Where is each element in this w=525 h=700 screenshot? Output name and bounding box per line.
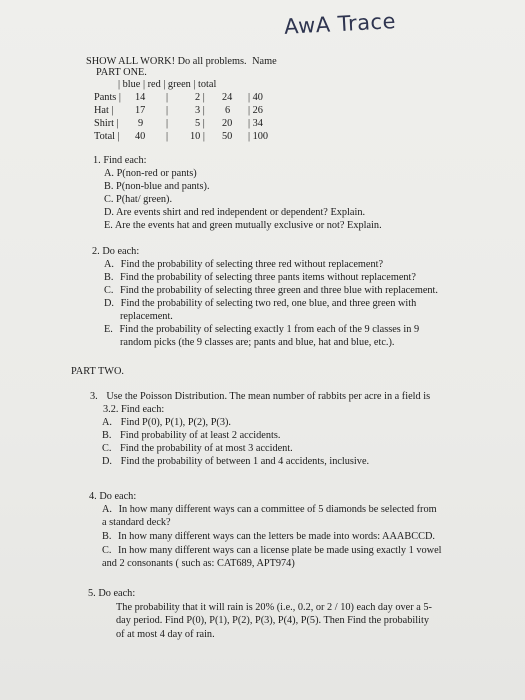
- cell-green: 6: [225, 105, 231, 116]
- q4-item-c: [102, 544, 442, 557]
- q2-item-b: [104, 271, 416, 284]
- q1-item-d: D. Are events shirt and red independent or dependent? Explain.: [104, 207, 366, 218]
- q3-item-b: [102, 429, 280, 442]
- question-lead: Find each:: [103, 155, 147, 166]
- row-label: Pants |: [94, 92, 121, 103]
- question-1: [93, 154, 147, 167]
- item-letter: B.: [102, 430, 112, 441]
- cell-sep: |: [166, 118, 169, 129]
- q4-item-b: [102, 530, 435, 543]
- q4-item-a: [102, 503, 437, 516]
- question-number: 1.: [93, 155, 101, 166]
- item-text: Find the probability of selecting three green and three blue with replacement.: [120, 285, 438, 296]
- item-letter: E.: [104, 324, 113, 335]
- item-letter: C.: [102, 545, 112, 556]
- item-letter: A.: [102, 417, 113, 428]
- cell-total: | 34: [248, 118, 263, 129]
- table-header: | blue | red | green | total: [118, 79, 217, 90]
- question-2: [92, 245, 139, 258]
- handwritten-signature: AwA Trace: [283, 9, 397, 39]
- q2-item-d-continued: replacement.: [120, 311, 173, 322]
- q2-item-c: [104, 284, 438, 297]
- item-text: Find probability of at least 2 accidents.: [120, 430, 281, 441]
- cell-sep: |: [166, 131, 169, 142]
- cell-green: 24: [222, 92, 233, 103]
- q5-line-2: day period. Find P(0), P(1), P(2), P(3), P(4), P(5). Then Find the probability: [116, 615, 429, 626]
- question-number: 4.: [89, 491, 97, 502]
- row-label: Hat |: [94, 105, 114, 116]
- item-text: Find the probability of selecting two red, one blue, and three green with: [120, 298, 417, 309]
- item-letter: B.: [102, 531, 112, 542]
- question-5: [88, 587, 135, 600]
- q4-item-a-continued: a standard deck?: [102, 517, 171, 528]
- question-number: 2.: [92, 246, 100, 257]
- part-one-heading: PART ONE.: [96, 67, 147, 78]
- q1-item-e: E. Are the events hat and green mutually exclusive or not? Explain.: [104, 220, 382, 231]
- question-3-lead-continued: 3.2. Find each:: [103, 404, 165, 415]
- question-number: 5.: [88, 588, 96, 599]
- item-text: In how many different ways can a committee of 5 diamonds be selected from: [118, 504, 437, 515]
- item-text: In how many different ways can the letters be made into words: AAABCCD.: [118, 531, 435, 542]
- cell-total: | 26: [248, 105, 263, 116]
- cell-red: 3 |: [195, 105, 205, 116]
- item-text: Find the probability of selecting three red without replacement?: [120, 259, 384, 270]
- part-two-heading: PART TWO.: [71, 366, 124, 377]
- row-label: Shirt |: [94, 118, 119, 129]
- item-text: Find the probability of at most 3 accident.: [120, 443, 293, 454]
- item-letter: A.: [102, 504, 113, 515]
- item-text: Find P(0), P(1), P(2), P(3).: [120, 417, 232, 428]
- q2-item-e: [104, 323, 419, 336]
- q5-line-1: The probability that it will rain is 20% (i.e., 0.2, or 2 / 10) each day over a 5-: [116, 602, 432, 613]
- cell-blue: 40: [135, 131, 146, 142]
- cell-sep: |: [166, 92, 169, 103]
- q2-item-e-continued: random picks (the 9 classes are; pants and blue, hat and blue, etc.).: [120, 337, 395, 348]
- question-lead: Do each:: [98, 588, 136, 599]
- q5-line-3: of at most 4 day of rain.: [116, 629, 215, 640]
- item-letter: C.: [102, 443, 112, 454]
- cell-red: 2 |: [195, 92, 205, 103]
- cell-green: 50: [222, 131, 233, 142]
- name-label: Name: [252, 56, 277, 67]
- item-text: Find the probability of selecting exactly 1 from each of the 9 classes in 9: [119, 324, 420, 335]
- q2-item-d: [104, 297, 416, 310]
- item-text: Find the probability of between 1 and 4 accidents, inclusive.: [120, 456, 370, 467]
- q3-item-d: [102, 455, 369, 468]
- cell-blue: 17: [135, 105, 146, 116]
- instruction-text: SHOW ALL WORK! Do all problems.: [86, 56, 247, 67]
- q3-item-c: [102, 442, 293, 455]
- cell-blue: 14: [135, 92, 146, 103]
- cell-total: | 40: [248, 92, 263, 103]
- cell-red: 5 |: [195, 118, 205, 129]
- item-letter: B.: [104, 272, 114, 283]
- item-letter: C.: [104, 285, 114, 296]
- q1-item-b: B. P(non-blue and pants).: [104, 181, 210, 192]
- question-number: 3.: [90, 391, 98, 402]
- question-lead: Do each:: [99, 491, 137, 502]
- question-lead: Do each:: [102, 246, 140, 257]
- question-lead: Use the Poisson Distribution. The mean number of rabbits per acre in a field is: [106, 391, 431, 402]
- q2-item-a: [104, 258, 383, 271]
- cell-red: 10 |: [190, 131, 205, 142]
- item-text: Find the probability of selecting three pants items without replacement?: [120, 272, 416, 283]
- cell-total: | 100: [248, 131, 269, 142]
- q3-item-a: [102, 416, 231, 429]
- q1-item-c: C. P(hat/ green).: [104, 194, 173, 205]
- q1-item-a: A. P(non-red or pants): [104, 168, 197, 179]
- question-3: [90, 390, 430, 403]
- item-letter: D.: [104, 298, 115, 309]
- item-letter: A.: [104, 259, 115, 270]
- item-text: In how many different ways can a license plate be made using exactly 1 vowel: [118, 545, 442, 556]
- cell-blue: 9: [138, 118, 144, 129]
- question-4: [89, 490, 136, 503]
- cell-green: 20: [222, 118, 233, 129]
- item-letter: D.: [102, 456, 113, 467]
- cell-sep: |: [166, 105, 169, 116]
- row-label: Total |: [94, 131, 120, 142]
- q4-item-c-continued: and 2 consonants ( such as: CAT689, APT974): [102, 558, 295, 569]
